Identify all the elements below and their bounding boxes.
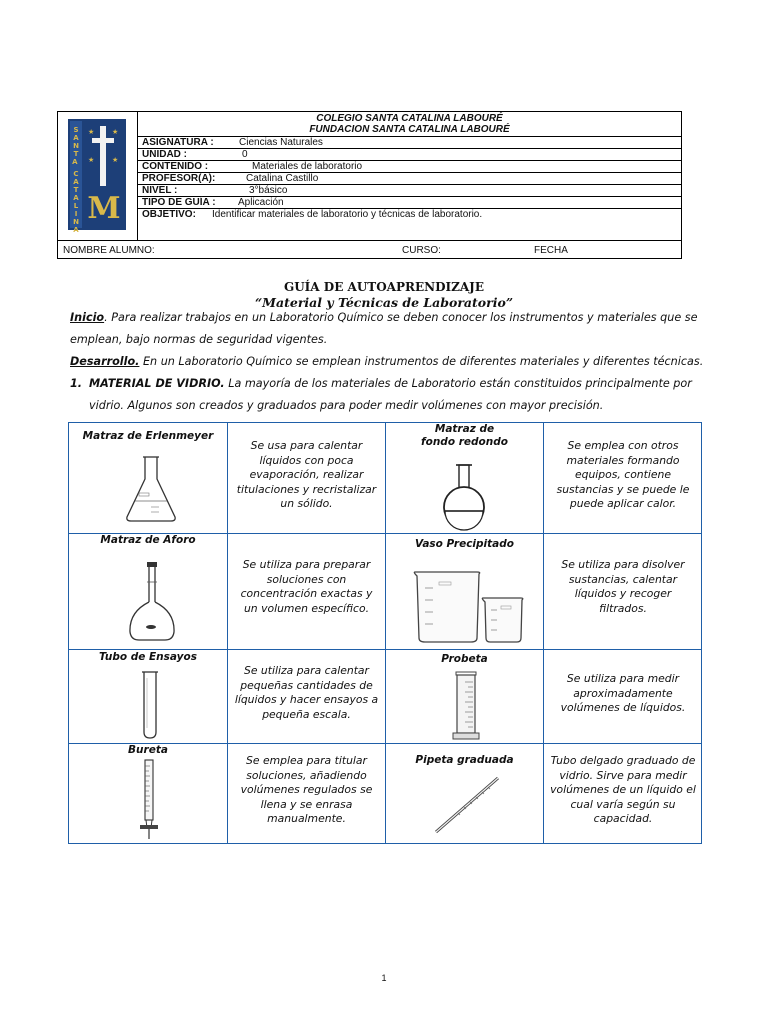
svg-text:SANTA CATALINA: S A N T A C A T A L I N A (72, 126, 79, 234)
material-description (548, 439, 698, 512)
desc-line: Se emplea para titular (246, 754, 367, 767)
material-name: Pipeta graduada (415, 754, 514, 766)
desc-line: puede aplicar calor. (569, 497, 677, 510)
field-label: TIPO DE GUÍA : (142, 197, 216, 208)
desc-line: llena y se enrasa (260, 797, 353, 811)
svg-text:★: ★ (88, 129, 95, 136)
material-desc-cell (544, 534, 702, 649)
material-cell-vaso (386, 534, 543, 649)
material-desc-cell (544, 650, 702, 743)
graduated-pipette-icon (430, 774, 502, 836)
material-name: Matraz de Erlenmeyer (82, 430, 214, 442)
inicio-text-2: emplean, bajo normas de seguridad vigentes. (70, 333, 328, 346)
material-name: Bureta (128, 744, 168, 756)
erlenmeyer-flask-icon (121, 453, 181, 525)
desc-line: evaporación, realizar (249, 468, 364, 481)
course-label: CURSO: (402, 245, 441, 256)
inicio-text-1: . Para realizar trabajos en un Laboratorio Químico se deben conocer los instrumentos y materiales que se (104, 311, 698, 324)
intro-paragraph (70, 307, 710, 373)
svg-text:M: M (87, 191, 121, 226)
svg-text:★: ★ (112, 157, 119, 164)
field-label: UNIDAD : (142, 149, 187, 160)
graduated-cylinder-icon (451, 670, 481, 742)
desc-line: pequeñas cantidades de (240, 678, 373, 692)
desarrollo-label: Desarrollo. (70, 355, 140, 368)
svg-text:★: ★ (88, 157, 95, 164)
material-description (232, 558, 381, 616)
desc-line: capacidad. (593, 812, 653, 825)
desc-line: vidrio. Sirve para medir (559, 768, 687, 782)
material-description (232, 439, 381, 512)
section-paragraph (70, 373, 710, 417)
section-text-1: La mayoría de los materiales de Laboratorio están constituidos principalmente por (224, 377, 692, 390)
school-logo-icon (58, 112, 138, 240)
material-name: Tubo de Ensayos (99, 651, 197, 663)
field-label: NIVEL : (142, 185, 178, 196)
material-desc-cell (544, 423, 702, 533)
material-desc-cell (228, 744, 385, 844)
desc-line: filtrados. (599, 601, 647, 615)
desarrollo-text: En un Laboratorio Químico se emplean instrumentos de diferentes materiales y diferentes técnicas. (139, 355, 704, 368)
field-value: 3°básico (249, 185, 288, 196)
desc-line: equipos, contiene (574, 468, 672, 481)
section-text-2: vidrio. Algunos son creados y graduados para poder medir volúmenes con mayor precisión. (89, 399, 604, 412)
material-cell-pipeta (386, 744, 543, 844)
header-info (138, 112, 681, 240)
material-name: Matraz de fondo redondo (421, 423, 508, 448)
material-description (548, 672, 698, 716)
material-desc-cell (544, 744, 702, 844)
material-name: Vaso Precipitado (415, 538, 514, 550)
desc-line: Se utiliza para calentar (243, 664, 369, 677)
material-desc-cell (228, 534, 385, 649)
material-description (548, 558, 698, 616)
material-cell-fondo-redondo (386, 423, 543, 533)
student-row (58, 240, 681, 260)
material-cell-tubo (69, 650, 227, 743)
field-label: ASIGNATURA : (142, 137, 214, 148)
school-line-2: FUNDACION SANTA CATALINA LABOURÉ (309, 124, 510, 135)
field-value: 0 (242, 149, 248, 160)
desc-line: soluciones con (266, 572, 347, 586)
field-value: Aplicación (238, 197, 284, 208)
test-tube-icon (141, 670, 159, 740)
material-cell-aforo (69, 534, 227, 649)
field-label: PROFESOR(A): (142, 173, 216, 184)
materials-table (68, 422, 702, 844)
desc-line: volúmenes de un líquido el (550, 783, 696, 796)
desc-line: líquidos y recoger (574, 587, 672, 600)
desc-line: titulaciones y recristalizar (236, 482, 377, 496)
material-name: Probeta (441, 653, 488, 665)
desc-line: líquidos y hacer ensayos a (234, 693, 379, 706)
desc-line: volúmenes regulados se (240, 783, 373, 796)
inicio-label: Inicio (70, 311, 105, 324)
desc-line: aproximadamente (573, 686, 673, 700)
desc-line: líquidos con poca (259, 453, 354, 467)
guide-title: GUÍA DE AUTOAPRENDIZAJE (283, 280, 485, 294)
field-value: Identificar materiales de laboratorio y técnicas de laboratorio. (212, 209, 483, 220)
school-header (57, 111, 682, 259)
desc-line: pequeña escala. (262, 707, 351, 721)
field-value: Materiales de laboratorio (252, 161, 363, 172)
desc-line: un volumen específico. (243, 601, 370, 615)
date-label: FECHA (534, 245, 568, 256)
desc-line: volúmenes de líquidos. (560, 701, 686, 714)
material-desc-cell (228, 650, 385, 743)
round-bottom-flask-icon (438, 461, 490, 531)
field-label: CONTENIDO : (142, 161, 209, 172)
material-cell-probeta (386, 650, 543, 743)
desc-line: Se utiliza para medir (566, 672, 680, 685)
school-line-1: COLEGIO SANTA CATALINA LABOURÉ (316, 113, 503, 124)
logo-cell (58, 112, 138, 240)
section-number: 1. (70, 377, 83, 390)
volumetric-flask-icon (125, 560, 179, 646)
material-cell-erlenmeyer (69, 423, 227, 533)
desc-line: soluciones, añadiendo (246, 768, 367, 782)
field-label: OBJETIVO: (142, 209, 196, 220)
student-name-label: NOMBRE ALUMNO: (63, 245, 155, 256)
desc-line: sustancias, calentar (568, 572, 678, 586)
school-name (138, 112, 681, 135)
burette-icon (137, 758, 161, 842)
field-value: Catalina Castillo (246, 173, 319, 184)
field-objetivo (138, 208, 681, 241)
desc-line: Se emplea con otros (567, 439, 679, 452)
beaker-icon (411, 568, 527, 644)
desc-line: Se utiliza para preparar (242, 558, 371, 571)
desc-line: Tubo delgado graduado de (550, 754, 696, 767)
material-description (232, 664, 381, 722)
material-name: Matraz de Aforo (100, 534, 196, 546)
desc-line: un sólido. (280, 497, 333, 510)
desc-line: cual varía según su (570, 797, 676, 811)
desc-line: manualmente. (267, 812, 346, 825)
field-value: Ciencias Naturales (239, 137, 323, 148)
desc-line: sustancias y se puede le (556, 482, 690, 496)
page-number: 1 (381, 973, 387, 983)
material-description (546, 754, 700, 827)
material-desc-cell (228, 423, 385, 533)
desc-line: Se utiliza para disolver (561, 558, 685, 571)
desc-line: concentración exactas y (240, 587, 373, 600)
desc-line: Se usa para calentar (250, 439, 363, 452)
section-label: MATERIAL DE VIDRIO. (89, 377, 225, 390)
guide-subtitle: “Material y Técnicas de Laboratorio” (254, 295, 514, 310)
material-cell-bureta (69, 744, 227, 844)
desc-line: materiales formando (566, 453, 680, 467)
material-description (232, 754, 381, 827)
svg-text:★: ★ (112, 129, 119, 136)
